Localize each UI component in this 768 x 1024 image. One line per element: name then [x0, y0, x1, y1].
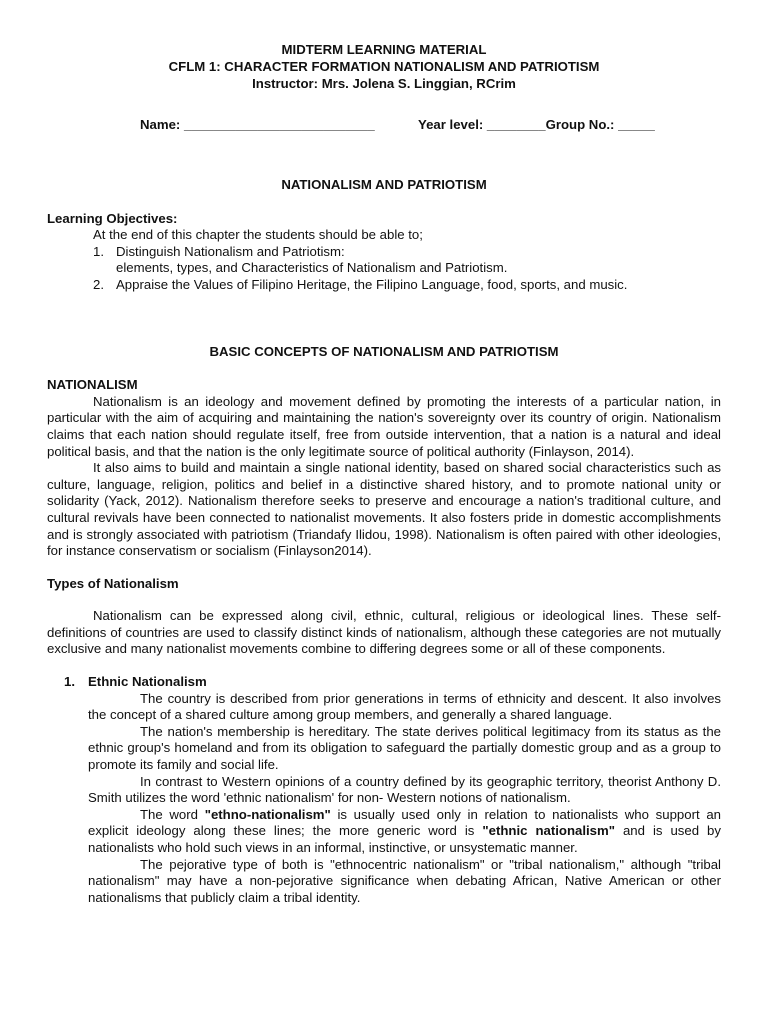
objectives-intro: At the end of this chapter the students should be able to; — [93, 227, 423, 243]
types-intro-paragraph: Nationalism can be expressed along civil, ethnic, cultural, religious or ideological lines. These self-definitions of countries are used to classify distinct kinds of nationalism, although these categories are not mutually exclusive and many nationalist movements combine to differing degrees some or all of these components. — [47, 608, 721, 657]
objective-item — [47, 277, 721, 294]
ethnic-paragraph-5: The pejorative type of both is "ethnocentric nationalism" or "tribal nationalism," although "tribal nationalism" may have a non-pejorative significance when debating African, Native American or other nationalisms that publicly claim a tribal identity. — [88, 856, 721, 905]
section-title: NATIONALISM AND PATRIOTISM — [281, 177, 487, 192]
objectives-list — [47, 244, 721, 294]
objective-text: elements, types, and Characteristics of Nationalism and Patriotism. — [116, 260, 508, 276]
nationalism-paragraph-2: It also aims to build and maintain a single national identity, based on shared social characteristics such as culture, language, religion, politics and belief in a distinctive shared history, and to promote national unity or solidarity (Yack, 2012). Nationalism therefore seeks to preserve and encourage a nation's traditional culture, and cultural revivals have been connected to nationalist movements. It also fosters pride in domestic accomplishments and is strongly associated with patriotism (Triandafy Ilidou, 1998). Nationalism is often paired with other ideologies, for instance conservatism or socialism (Finlayson2014). — [47, 460, 721, 559]
ethnic-nationalism-section — [47, 674, 721, 906]
learning-objectives — [47, 211, 721, 294]
objective-text: Appraise the Values of Filipino Heritage, the Filipino Language, food, sports, and music. — [116, 276, 628, 292]
objective-item — [47, 260, 721, 277]
types-heading: Types of Nationalism — [47, 575, 179, 591]
objectives-heading: Learning Objectives: — [47, 210, 178, 226]
text-run: is usually used only in relation to nationalists who support an explicit ideology along these lines; the more generic word is — [88, 806, 721, 839]
header-instructor: Instructor: Mrs. Jolena S. Linggian, RCrim — [252, 76, 516, 91]
types-section — [47, 576, 721, 658]
objective-text: Distinguish Nationalism and Patriotism: — [116, 243, 345, 259]
ethnic-paragraph-2: The nation's membership is hereditary. The state derives political legitimacy from its status as the ethnic group's homeland and from its obligation to safeguard the partially domestic group and as a group to promote its family and social life. — [88, 723, 721, 773]
term-ethnic-nationalism: "ethnic nationalism" — [482, 823, 615, 839]
term-ethno-nationalism: "ethno-nationalism" — [204, 806, 331, 822]
header-title: MIDTERM LEARNING MATERIAL — [281, 42, 487, 57]
nationalism-paragraph-1: Nationalism is an ideology and movement defined by promoting the interests of a particular nation, in particular with the aim of acquiring and maintaining the nation's sovereignty over its country of origin. Nationalism claims that each nation should regulate itself, free from outside intervention, that a nation is a natural and ideal political basis, and that the nation is the only legitimate source of political authority (Finlayson, 2014). — [47, 393, 721, 459]
item-number: 1. — [64, 674, 75, 690]
nationalism-section — [47, 377, 721, 560]
basic-concepts-title: BASIC CONCEPTS OF NATIONALISM AND PATRIOTISM — [209, 343, 559, 359]
objective-number: 1. — [93, 243, 104, 259]
ethnic-paragraph-1: The country is described from prior generations in terms of ethnicity and descent. It also involves the concept of a shared culture among group members, and generally a shared language. — [88, 690, 721, 723]
ethnic-nationalism-heading-row — [47, 674, 721, 691]
ethnic-paragraph-4 — [47, 807, 721, 857]
student-info-row — [47, 117, 721, 134]
text-run: The word — [140, 806, 205, 822]
name-field[interactable]: Name: __________________________ — [140, 117, 375, 132]
nationalism-heading: NATIONALISM — [47, 377, 138, 393]
ethnic-paragraph-3: In contrast to Western opinions of a country defined by its geographic territory, theorist Anthony D. Smith utilizes the word 'ethnic nationalism' for non- Western notions of nationalism. — [88, 773, 721, 806]
document-page — [47, 41, 721, 906]
document-header — [47, 41, 721, 92]
year-group-field[interactable]: Year level: ________Group No.: _____ — [418, 117, 655, 132]
objective-number: 2. — [93, 276, 104, 292]
header-course: CFLM 1: CHARACTER FORMATION NATIONALISM AND PATRIOTISM — [168, 59, 600, 74]
text-run: and is used by nationalists who hold such views in an informal, instinctive, or unsystematic manner. — [88, 823, 721, 855]
ethnic-nationalism-heading: Ethnic Nationalism — [88, 674, 207, 690]
objective-item — [47, 244, 721, 261]
